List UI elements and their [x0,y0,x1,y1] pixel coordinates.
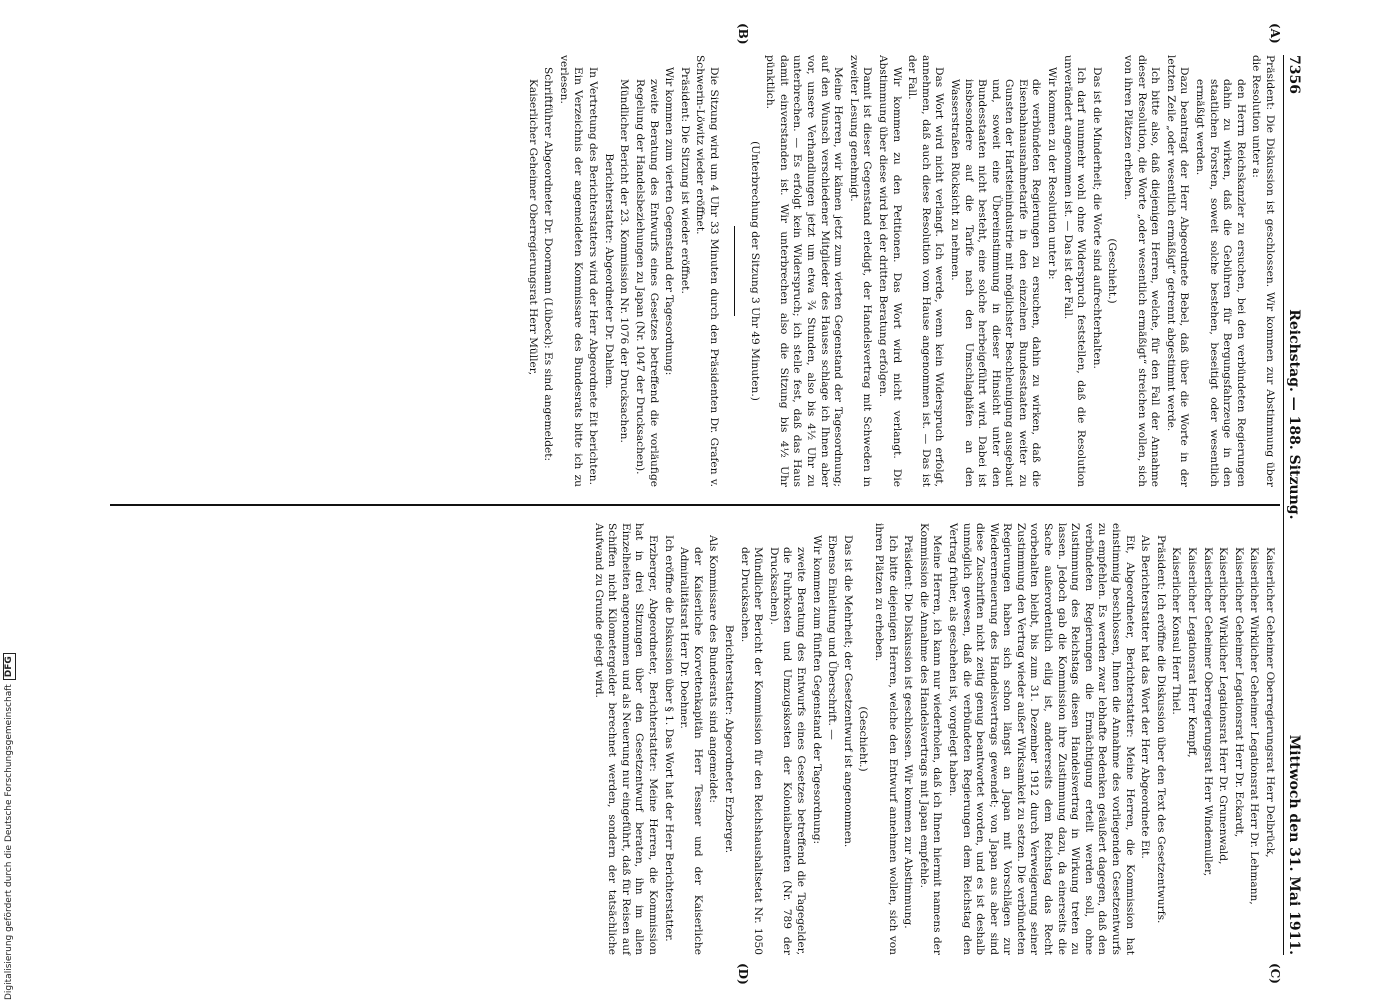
commissioner-entry: der Kaiserliche Korvettenkapitän Herr Tessner und der Kaiserliche Admiralitätsrat Herr Dr. Doehner. [678,547,704,955]
paragraph: Die Sitzung wird um 4 Uhr 33 Minuten durch den Präsidenten Dr. Grafen v. Schwerin-Löwitz wieder eröffnet. [694,55,721,487]
paragraph: Als Kommissare des Bundesrats sind angemeldet: [707,535,720,803]
resolution-text: die verbündeten Regierungen zu ersuchen, dahin zu wirken, daß die Eisenbahnausnahmetarife in den einzelnen Bundesstaaten weiter zu Gunsten der Hartsteinindustrie mit möglichster Beschleunigung ausgebaut und, soweit eine Übereinstimmung in dieser Hinsicht unter den Bundesstaaten nicht besteht, eine solche herbeigeführt wird. Dabei ist insbesondere auf die Tarife nach den Umschlaghäfen an den Wasserstraßen Rücksicht zu nehmen. [948,79,1043,487]
page-number: 7356 [1286,55,1302,94]
stage-direction: (Geschieht.) [1106,238,1119,304]
paragraph: Das ist die Mehrheit; der Gesetzentwurf ist angenommen. [841,535,854,848]
margin-letter-d: (D) [736,963,750,985]
digitization-note [2,0,16,1000]
funding-note-text: Digitalisierung gefördert durch die Deutsche Forschungsgemeinschaft [4,684,14,1000]
rapporteur: Berichterstatter: Abgeordneter Dr. Dahlem. [602,153,615,389]
stage-direction: (Geschieht.) [857,706,870,772]
commissioner-entry: Kaiserlicher Geheimer Oberregierungsrat Herr Müller, [526,79,539,376]
report-reference: Mündlicher Bericht der Kommission für den Reichshaushaltsetat Nr. 1050 der Drucksachen. [738,547,765,955]
paragraph: Das Wort wird nicht verlangt. Ich werde, wenn kein Widerspruch erfolgt, annehmen, daß auch diese Resolution vom Hause angenommen ist. — Das ist der Fall. [906,55,946,487]
paragraph: In Vertretung des Berichterstatters wird der Herr Abgeordnete Eit berichten. [587,67,600,485]
session-date: Mittwoch den 31. Mai 1911. [1286,734,1302,955]
paragraph: Wir kommen zu der Resolution unter b: [1046,67,1059,280]
paragraph: Wir kommen zu den Petitionen. Das Wort wird nicht verlangt. Die Abstimmung über diese wird bei der dritten Beratung erfolgen. [876,55,903,487]
section-separator [734,226,735,316]
agenda-item: zweite Beratung des Entwurfs eines Gesetzes betreffend die Tagegelder, die Fuhrkosten und Umzugskosten der Kolonialbeamten (Nr. 789 der Drucksachen). [767,547,807,955]
rotated-page-content [70,23,1310,985]
paragraph: Ebenso Einleitung und Überschrift. — [826,535,839,740]
margin-letter-a: (A) [1268,23,1282,44]
commissioner-entry: Kaiserlicher Geheimer Oberregierungsrat Herr Delbrück, [1264,547,1276,858]
paragraph: Ich bitte diejenigen Herren, welche den Entwurf annehmen wollen, sich von ihren Plätzen zu erheben. [872,523,899,955]
commissioner-entry: Kaiserlicher Wirklicher Legationsrat Herr Dr. Grunenwald, [1217,547,1230,865]
paragraph: Wir kommen zum fünften Gegenstand der Tagesordnung: [810,535,823,845]
paragraph: Ich darf nunmehr wohl ohne Widerspruch feststellen, daß die Resolution unverändert angenommen ist. — Das ist der Fall. [1061,55,1088,487]
paragraph: Präsident: Die Diskussion ist geschlossen. Wir kommen zur Abstimmung über die Resolution unter a: [1250,55,1276,487]
column-rule [110,504,1280,506]
stage-direction: (Unterbrechung der Sitzung 3 Uhr 49 Minuten.) [748,141,761,401]
paragraph: Ich eröffne die Diskussion über § 1. Das Wort hat der Herr Berichterstatter. [662,535,675,942]
paragraph: Damit ist dieser Gegenstand erledigt, der Handelsvertrag mit Schweden in zweiter Lesung genehmigt. [847,55,874,487]
agenda-item: zweite Beratung des Entwurfs eines Gesetzes betreffend die vorläufige Regelung der Handelsbeziehungen zu Japan (Nr. 1047 der Drucksachen). [634,79,660,487]
paragraph: Präsident: Die Diskussion ist geschlossen. Wir kommen zur Abstimmung. [902,535,915,929]
session-title: Reichstag. — 188. Sitzung. [1286,309,1302,520]
right-column [589,523,1276,955]
paragraph: Ich bitte also, daß diejenigen Herren, welche, für den Fall der Annahme dieser Resolution, die Worte „oder wesentlich ermäßigt“ streichen wollen, sich von ihren Plätzen erheben. [1122,55,1162,487]
paragraph: Schriftführer Abgeordneter Dr. Doormann (Lübeck): Es sind angemeldet: [542,67,555,462]
resolution-text: den Herrn Reichskanzler zu ersuchen, bei den verbündeten Regierungen dahin zu wirken, daß die Gebühren für Bergungsfahrzeuge in den staatlichen Forsten, soweit solche bestehen, beseitigt oder wesentlich ermäßigt werden. [1194,79,1247,487]
paragraph: Das ist die Minderheit; die Worte sind aufrechterhalten. [1090,67,1103,369]
rapporteur: Berichterstatter: Abgeordneter Erzberger. [723,624,736,854]
paragraph: Wir kommen zum vierten Gegenstand der Tagesordnung: [663,67,676,376]
margin-letter-c: (C) [1268,963,1282,984]
paragraph: Erzberger, Abgeordneter, Berichterstatter: Meine Herren, die Kommission hat in drei Sitzungen über den Gesetzentwurf beraten, ihn im allen Einzelheiten angenommen und als Neuerung nur eingeführt, daß für Reisen auf Schiffen nicht Kilometergelder berechnet werden, sondern der tatsächliche Aufwand zu Grunde gelegt wird. [592,523,660,955]
paragraph: Meine Herren, wir kämen jetzt zum vierten Gegenstand der Tagesordnung; auf den Wunsch verschiedener Mitglieder des Hauses schlage ich Ihnen aber vor, unsere Verhandlungen jetzt um etwa ¾ Stunden, also bis 4½ Uhr zu unterbrechen. — Es erfolgt kein Widerspruch; ich stelle fest, daß das Haus damit einverstanden ist. Wir unterbrechen also die Sitzung bis 4½ Uhr pünktlich. [764,55,845,487]
paragraph: Eit, Abgeordneter, Berichterstatter: Meine Herren, die Kommission hat einstimmig beschlossen, Ihnen die Annahme des vorliegenden Gesetzentwurfs zu empfehlen. Es werden zwar lebhafte Bedenken geäußert dagegen, daß den verbündeten Regierungen die Ermächtigung erteilt werden soll, ohne Zustimmung des Reichstags diesen Handelsvertrag in Wirkung treten zu lassen. Jedoch gab die Kommission ihre Zustimmung dazu, da einerseits die Sache außerordentlich eilig ist, andererseits dem Reichstag das Recht vorbehalten bleibt, bis zum 31. Dezember 1912 durch Verweigerung seiner Zustimmung den Vertrag wieder außer Wirksamkeit zu setzen. Die verbündeten Regierungen haben sich schon längst an Japan mit Vorschlägen zur Wiedererneuerung des Handelsvertrags gewendet; von Japan aus aber sind diese Zuschriften nicht zeitig genug beantwortet worden, und es ist deshalb unmöglich gewesen, daß die verbündeten Regierungen dem Reichstag den Vertrag früher, als geschehen ist, vorgelegt haben. [946,523,1136,955]
commissioner-entry: Kaiserlicher Geheimer Oberregierungsrat Herr Windemuller, [1201,547,1214,877]
paragraph: Ein Verzeichnis der angemeldeten Kommissare des Bundesrats bitte ich zu verlesen. [558,55,584,487]
paragraph: Meine Herren, ich kann nur wiederholen, daß ich Ihnen hiermit namens der Kommission die Annahme des Handelsvertrags mit Japan empfehle. [917,523,944,955]
left-column [523,55,1276,487]
commissioner-entry: Kaiserlicher Wirklicher Geheimer Legationsrat Herr Dr. Lehmann, [1248,547,1261,905]
paragraph: Als Berichterstatter hat das Wort der Herr Abgeordnete Eit. [1139,535,1152,859]
dfg-logo: DFG [3,653,16,680]
running-head [1283,55,1310,955]
paragraph: Präsident: Ich eröffne die Diskussion über den Text des Gesetzentwurfs. [1154,535,1167,924]
commissioner-entry: Kaiserlicher Legationsrat Herr Kempff, [1186,547,1199,758]
report-reference: Mündlicher Bericht der 23. Kommission Nr. 1076 der Drucksachen. [618,79,631,443]
paragraph: Dazu beantragt der Herr Abgeordnete Bebel, daß über die Worte in der letzten Zeile „oder wesentlich ermäßigt“ getrennt abgestimmt werde. [1164,55,1191,487]
margin-letter-b: (B) [736,23,750,45]
commissioner-entry: Kaiserlicher Konsul Herr Thiel. [1170,547,1183,715]
commissioner-entry: Kaiserlicher Geheimer Legationsrat Herr Dr. Eckardt, [1232,547,1245,838]
paragraph: Präsident: Die Sitzung ist wieder eröffnet. [678,67,691,294]
